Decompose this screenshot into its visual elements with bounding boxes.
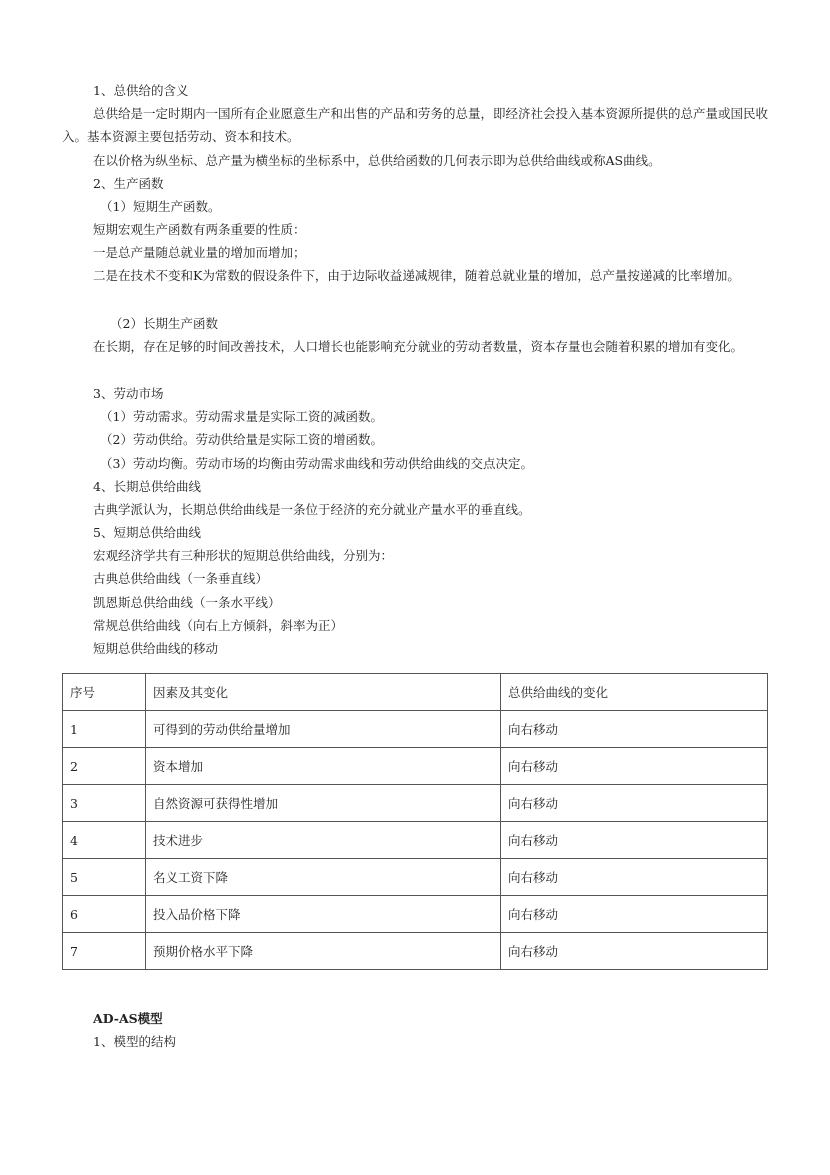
paragraph: 在长期，存在足够的时间改善技术，人口增长也能影响充分就业的劳动者数量，资本存量也会随着积累的增加有变化。 bbox=[93, 339, 744, 354]
text-line: 短期宏观生产函数有两条重要的性质： bbox=[93, 222, 306, 237]
table-header-cell: 总供给曲线的变化 bbox=[501, 674, 768, 711]
paragraph: 二是在技术不变和K为常数的假设条件下，由于边际收益递减规律，随着总就业量的增加，总产量按递减的比率增加。 bbox=[93, 268, 740, 283]
paragraph: 总供给是一定时期内一国所有企业愿意生产和出售的产品和劳务的总量，即经济社会投入基本资源所提供的总产量或国民收入。基本资源主要包括劳动、资本和技术。 bbox=[62, 106, 769, 144]
text-line: （2）劳动供给。劳动供给量是实际工资的增函数。 bbox=[100, 432, 383, 447]
section-heading: 2、生产函数 bbox=[93, 176, 164, 191]
table-cell: 可得到的劳动供给量增加 bbox=[146, 711, 501, 748]
table-row bbox=[63, 896, 768, 933]
table-cell: 自然资源可获得性增加 bbox=[146, 785, 501, 822]
supply-shift-table bbox=[62, 673, 768, 970]
text-line: 古典学派认为，长期总供给曲线是一条位于经济的充分就业产量水平的垂直线。 bbox=[93, 502, 531, 517]
text-line: 一是总产量随总就业量的增加而增加； bbox=[93, 245, 306, 260]
text-line: 短期总供给曲线的移动 bbox=[93, 641, 219, 656]
paragraph: 在以价格为纵坐标、总产量为横坐标的坐标系中，总供给函数的几何表示即为总供给曲线或称AS曲线。 bbox=[93, 153, 661, 168]
text-line: 凯恩斯总供给曲线（一条水平线） bbox=[93, 595, 281, 610]
table-row bbox=[63, 711, 768, 748]
section-heading: 5、短期总供给曲线 bbox=[93, 525, 201, 540]
text-line: 宏观经济学共有三种形状的短期总供给曲线，分别为： bbox=[93, 548, 394, 563]
table-row bbox=[63, 748, 768, 785]
text-line: 古典总供给曲线（一条垂直线） bbox=[93, 571, 269, 586]
table-header-row bbox=[63, 674, 768, 711]
text-line: （3）劳动均衡。劳动市场的均衡由劳动需求曲线和劳动供给曲线的交点决定。 bbox=[100, 456, 533, 471]
table-cell: 4 bbox=[63, 822, 146, 859]
table-header-cell: 因素及其变化 bbox=[146, 674, 501, 711]
table-cell: 向右移动 bbox=[501, 896, 768, 933]
subsection-heading: （2）长期生产函数 bbox=[110, 316, 218, 331]
table-cell: 向右移动 bbox=[501, 859, 768, 896]
table-cell: 资本增加 bbox=[146, 748, 501, 785]
table-row bbox=[63, 933, 768, 970]
table-cell: 7 bbox=[63, 933, 146, 970]
table-row bbox=[63, 859, 768, 896]
table-cell: 向右移动 bbox=[501, 748, 768, 785]
table-cell: 投入品价格下降 bbox=[146, 896, 501, 933]
table-cell: 1 bbox=[63, 711, 146, 748]
table-cell: 5 bbox=[63, 859, 146, 896]
section-heading: 1、模型的结构 bbox=[93, 1034, 176, 1049]
table-cell: 2 bbox=[63, 748, 146, 785]
section-heading: 4、长期总供给曲线 bbox=[93, 479, 201, 494]
table-row bbox=[63, 785, 768, 822]
table-cell: 向右移动 bbox=[501, 785, 768, 822]
section-heading: 1、总供给的含义 bbox=[93, 83, 189, 98]
text-line: （1）劳动需求。劳动需求量是实际工资的减函数。 bbox=[100, 409, 383, 424]
table-cell: 向右移动 bbox=[501, 822, 768, 859]
table-cell: 预期价格水平下降 bbox=[146, 933, 501, 970]
table-cell: 向右移动 bbox=[501, 711, 768, 748]
subsection-heading: （1）短期生产函数。 bbox=[100, 199, 221, 214]
table-row bbox=[63, 822, 768, 859]
text-line: 常规总供给曲线（向右上方倾斜，斜率为正） bbox=[93, 618, 344, 633]
table-cell: 技术进步 bbox=[146, 822, 501, 859]
section-heading: 3、劳动市场 bbox=[93, 386, 164, 401]
section-heading: AD-AS模型 bbox=[93, 1011, 163, 1026]
table-cell: 6 bbox=[63, 896, 146, 933]
table-cell: 3 bbox=[63, 785, 146, 822]
table-cell: 名义工资下降 bbox=[146, 859, 501, 896]
table-header-cell: 序号 bbox=[63, 674, 146, 711]
table-cell: 向右移动 bbox=[501, 933, 768, 970]
